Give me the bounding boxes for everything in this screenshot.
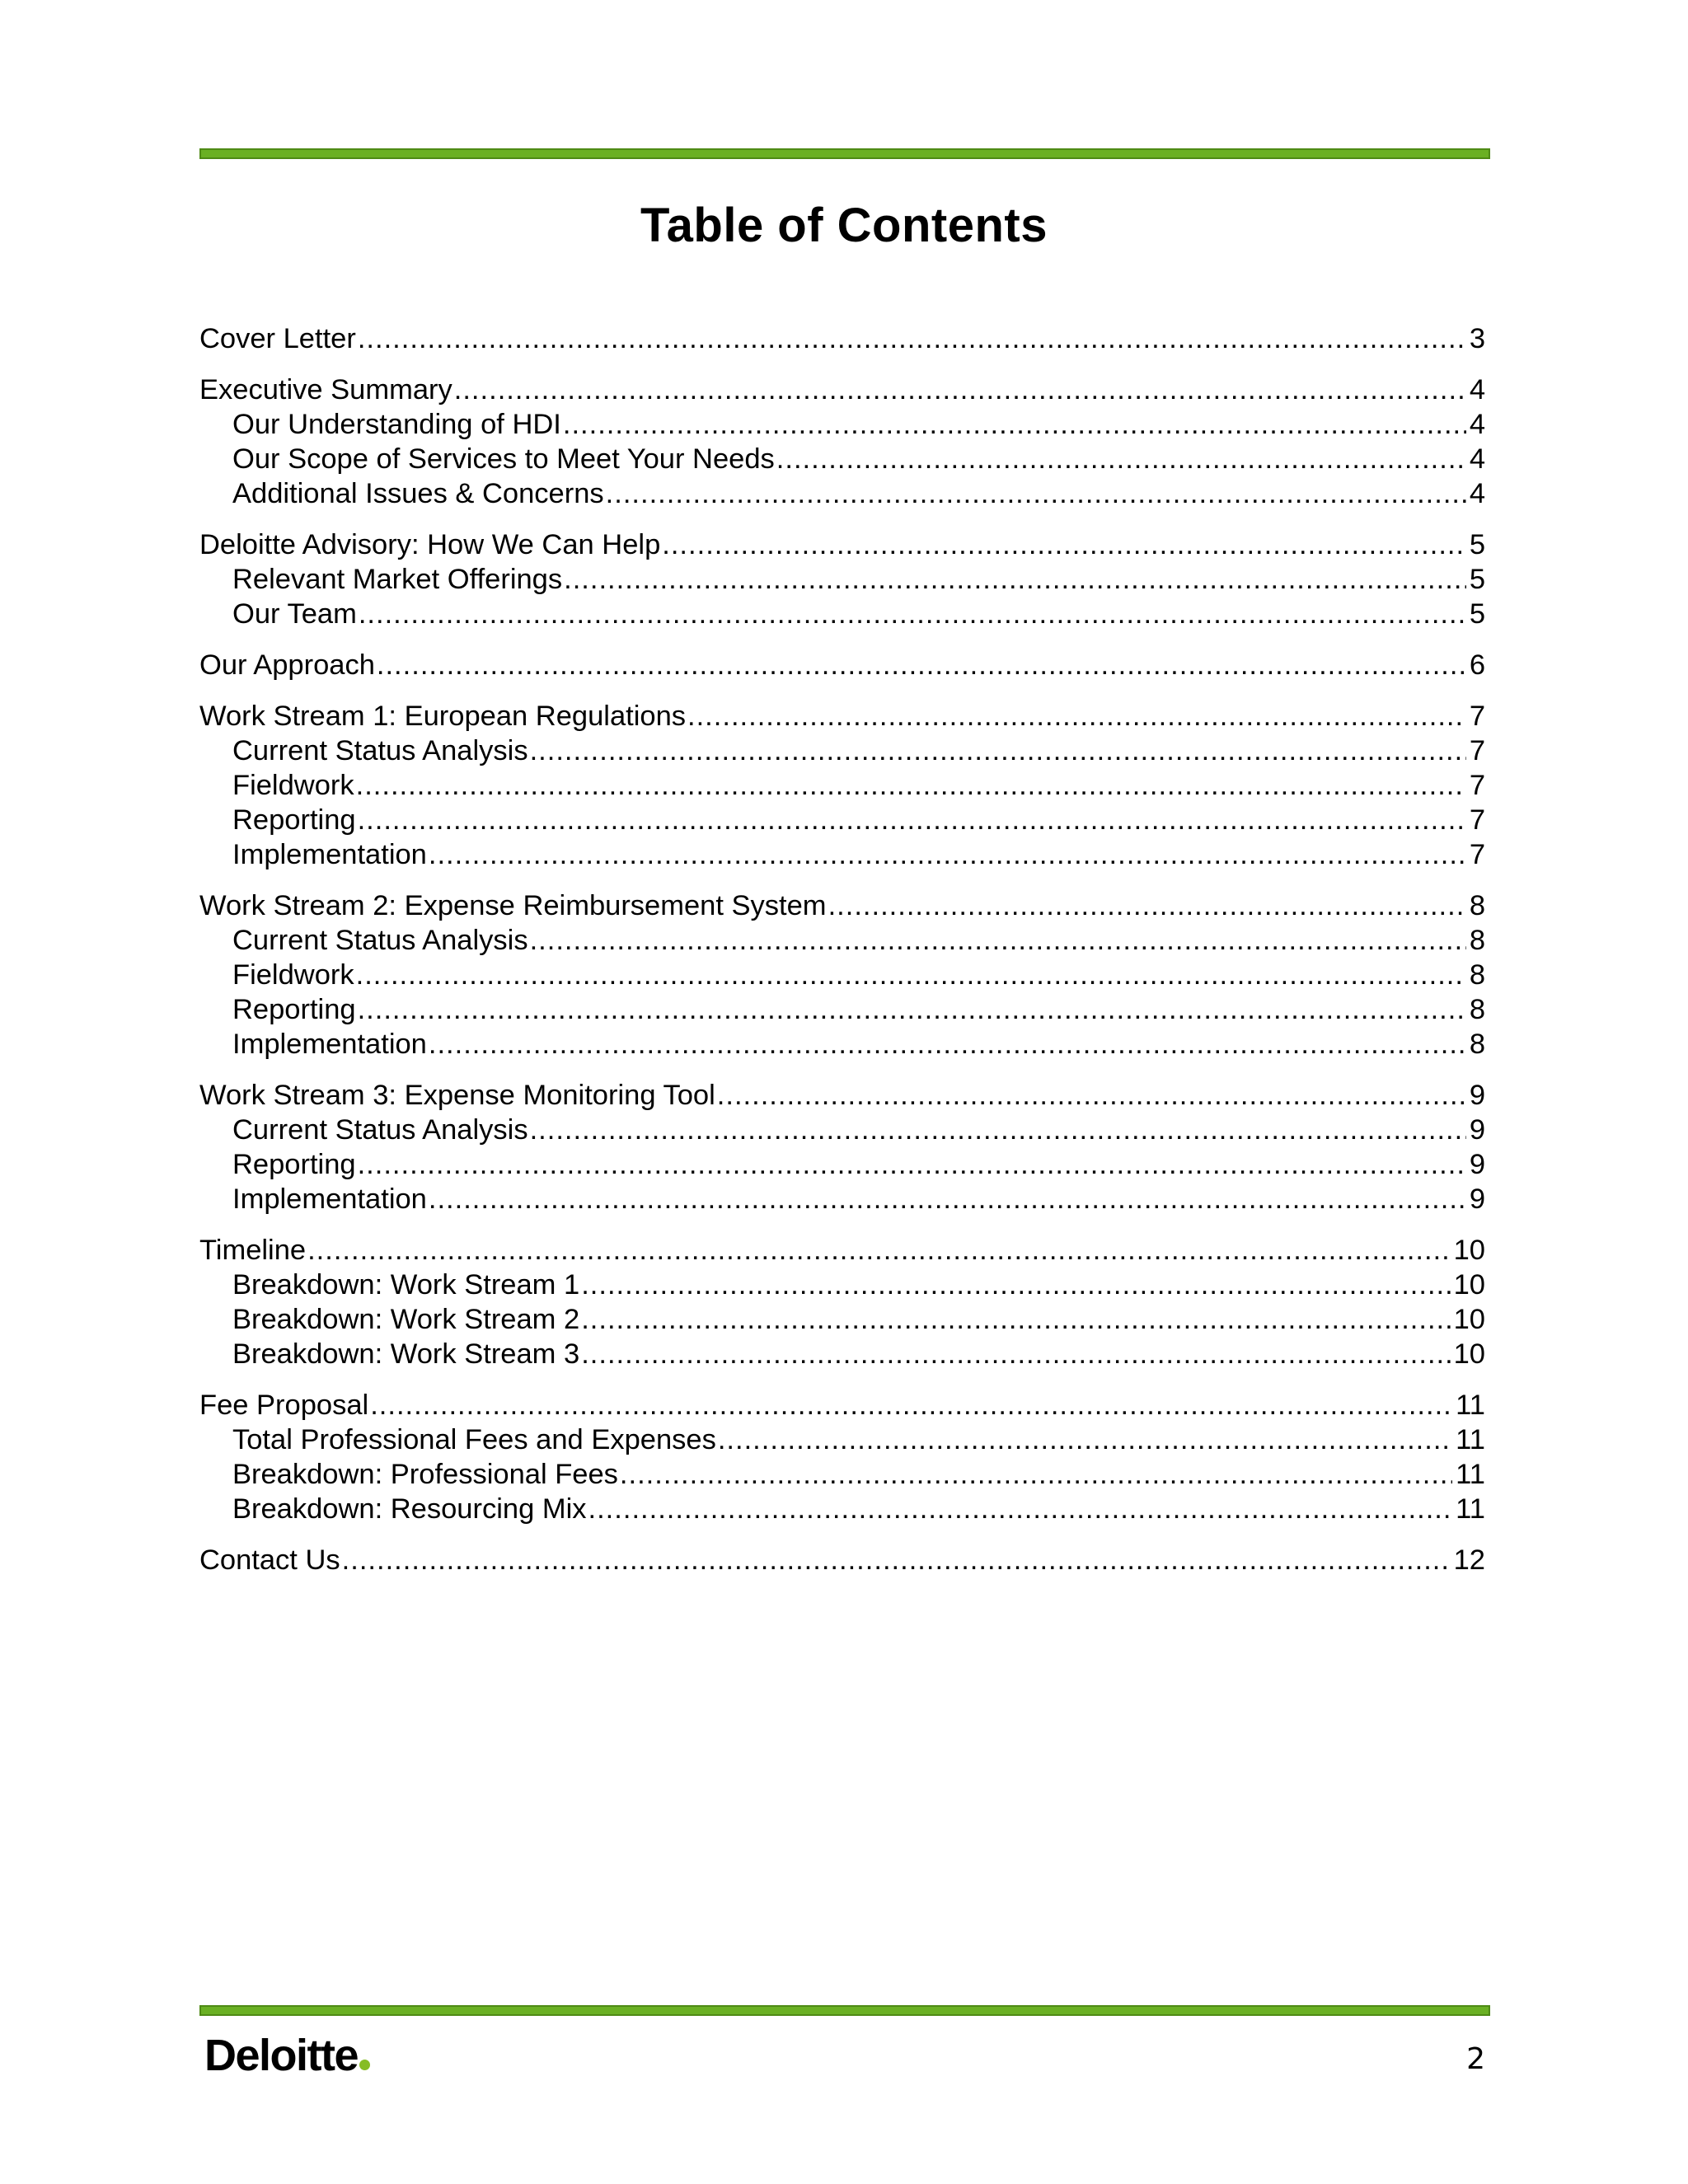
toc-entry-page: 8 <box>1469 1029 1485 1060</box>
toc-entry[interactable] <box>199 888 1485 923</box>
dot-leader <box>606 476 1466 511</box>
dot-leader <box>563 407 1466 442</box>
toc-section <box>199 1233 1485 1371</box>
toc-entry-label: Our Understanding of HDI <box>232 409 561 440</box>
dot-leader <box>358 992 1466 1027</box>
toc-entry-label: Fee Proposal <box>199 1390 369 1421</box>
toc-entry-page: 12 <box>1453 1544 1485 1576</box>
toc-entry-page: 7 <box>1469 804 1485 836</box>
dot-leader <box>356 768 1466 803</box>
toc-entry[interactable] <box>199 1388 1485 1422</box>
toc-subentry[interactable] <box>199 992 1485 1027</box>
toc-subentry[interactable] <box>199 958 1485 992</box>
dot-leader <box>377 648 1466 682</box>
toc-entry-page: 4 <box>1469 409 1485 440</box>
toc-subentry[interactable] <box>199 407 1485 442</box>
toc-entry-page: 7 <box>1469 735 1485 766</box>
dot-leader <box>429 1182 1466 1216</box>
dot-leader <box>307 1233 1451 1268</box>
toc-entry-label: Implementation <box>232 1029 427 1060</box>
toc-subentry[interactable] <box>199 1492 1485 1526</box>
toc-subentry[interactable] <box>199 923 1485 958</box>
toc-entry-page: 4 <box>1469 374 1485 405</box>
toc-entry[interactable] <box>199 1543 1485 1577</box>
toc-subentry[interactable] <box>199 476 1485 511</box>
dot-leader <box>588 1492 1453 1526</box>
dot-leader <box>581 1337 1450 1371</box>
toc-entry-label: Work Stream 2: Expense Reimbursement System <box>199 890 827 921</box>
header-rule <box>199 148 1490 159</box>
dot-leader <box>429 837 1466 872</box>
toc-entry[interactable] <box>199 648 1485 682</box>
toc-subentry[interactable] <box>199 1268 1485 1302</box>
toc-entry-page: 8 <box>1469 959 1485 991</box>
toc-entry-label: Our Approach <box>199 649 375 681</box>
toc-entry-label: Contact Us <box>199 1544 340 1576</box>
toc-entry-page: 3 <box>1469 323 1485 354</box>
toc-entry-page: 5 <box>1469 529 1485 560</box>
toc-entry-page: 10 <box>1453 1269 1485 1301</box>
toc-entry-label: Breakdown: Work Stream 1 <box>232 1269 580 1301</box>
toc-section <box>199 321 1485 356</box>
toc-entry[interactable] <box>199 1233 1485 1268</box>
toc-subentry[interactable] <box>199 1182 1485 1216</box>
page-number: 2 <box>1466 2042 1485 2076</box>
toc-subentry[interactable] <box>199 597 1485 631</box>
toc-entry-label: Work Stream 1: European Regulations <box>199 701 687 732</box>
toc-subentry[interactable] <box>199 1147 1485 1182</box>
dot-leader <box>370 1388 1452 1422</box>
toc-section <box>199 699 1485 872</box>
dot-leader <box>358 803 1466 837</box>
toc-entry-page: 11 <box>1456 1459 1485 1490</box>
logo-text: Deloitte <box>204 2031 359 2080</box>
toc-entry[interactable] <box>199 1078 1485 1113</box>
dot-leader <box>581 1268 1450 1302</box>
toc-entry-label: Breakdown: Resourcing Mix <box>232 1493 587 1525</box>
deloitte-logo <box>204 2030 370 2081</box>
toc-entry-label: Additional Issues & Concerns <box>232 478 604 509</box>
footer-rule <box>199 2005 1490 2016</box>
toc-entry-label: Timeline <box>199 1235 307 1266</box>
toc-entry-page: 7 <box>1469 770 1485 801</box>
toc-entry-page: 6 <box>1469 649 1485 681</box>
toc-entry-label: Implementation <box>232 839 427 870</box>
toc-subentry[interactable] <box>199 1337 1485 1371</box>
toc-entry-label: Reporting <box>232 1149 356 1180</box>
toc-entry-page: 11 <box>1456 1493 1485 1525</box>
dot-leader <box>358 1147 1466 1182</box>
toc-subentry[interactable] <box>199 1422 1485 1457</box>
toc-entry-label: Relevant Market Offerings <box>232 564 563 595</box>
toc-entry-label: Current Status Analysis <box>232 925 528 956</box>
dot-leader <box>358 321 1466 356</box>
toc-entry-page: 9 <box>1469 1080 1485 1111</box>
toc-entry-page: 11 <box>1456 1424 1485 1455</box>
dot-leader <box>454 373 1466 407</box>
toc-entry-page: 11 <box>1456 1390 1485 1421</box>
logo-dot-icon <box>359 2060 370 2070</box>
toc-entry[interactable] <box>199 321 1485 356</box>
toc-entry-page: 8 <box>1469 925 1485 956</box>
toc-entry-page: 8 <box>1469 890 1485 921</box>
dot-leader <box>429 1027 1466 1062</box>
toc-entry[interactable] <box>199 373 1485 407</box>
toc-subentry[interactable] <box>199 1302 1485 1337</box>
toc-entry[interactable] <box>199 527 1485 562</box>
toc-entry-page: 9 <box>1469 1114 1485 1146</box>
table-of-contents <box>199 321 1485 1594</box>
toc-entry-label: Executive Summary <box>199 374 452 405</box>
toc-subentry[interactable] <box>199 1457 1485 1492</box>
toc-entry-page: 5 <box>1469 598 1485 630</box>
dot-leader <box>717 1078 1466 1113</box>
toc-entry-page: 5 <box>1469 564 1485 595</box>
toc-entry-label: Fieldwork <box>232 770 354 801</box>
dot-leader <box>662 527 1466 562</box>
toc-subentry[interactable] <box>199 562 1485 597</box>
toc-entry-label: Our Scope of Services to Meet Your Needs <box>232 443 775 475</box>
toc-subentry[interactable] <box>199 733 1485 768</box>
toc-entry-label: Work Stream 3: Expense Monitoring Tool <box>199 1080 715 1111</box>
toc-section <box>199 1388 1485 1526</box>
toc-entry-page: 9 <box>1469 1183 1485 1215</box>
dot-leader <box>530 923 1466 958</box>
toc-entry-label: Our Team <box>232 598 357 630</box>
toc-entry-label: Total Professional Fees and Expenses <box>232 1424 716 1455</box>
toc-entry-label: Deloitte Advisory: How We Can Help <box>199 529 661 560</box>
toc-entry-label: Implementation <box>232 1183 427 1215</box>
toc-section <box>199 373 1485 511</box>
toc-entry-label: Current Status Analysis <box>232 1114 528 1146</box>
toc-entry-page: 10 <box>1453 1338 1485 1370</box>
toc-subentry[interactable] <box>199 442 1485 476</box>
toc-subentry[interactable] <box>199 837 1485 872</box>
toc-entry-page: 8 <box>1469 994 1485 1025</box>
dot-leader <box>620 1457 1452 1492</box>
toc-section <box>199 1078 1485 1216</box>
toc-section <box>199 527 1485 631</box>
toc-subentry[interactable] <box>199 1027 1485 1062</box>
toc-entry-page: 7 <box>1469 701 1485 732</box>
toc-entry-label: Breakdown: Professional Fees <box>232 1459 618 1490</box>
dot-leader <box>530 733 1466 768</box>
toc-section <box>199 648 1485 682</box>
toc-entry-page: 10 <box>1453 1304 1485 1335</box>
dot-leader <box>359 597 1466 631</box>
toc-entry-page: 7 <box>1469 839 1485 870</box>
toc-entry-page: 9 <box>1469 1149 1485 1180</box>
toc-entry-label: Current Status Analysis <box>232 735 528 766</box>
toc-subentry[interactable] <box>199 803 1485 837</box>
toc-entry-page: 4 <box>1469 443 1485 475</box>
dot-leader <box>828 888 1466 923</box>
toc-subentry[interactable] <box>199 768 1485 803</box>
dot-leader <box>718 1422 1452 1457</box>
toc-entry-label: Reporting <box>232 994 356 1025</box>
toc-entry-label: Cover Letter <box>199 323 356 354</box>
toc-entry-label: Breakdown: Work Stream 2 <box>232 1304 580 1335</box>
toc-subentry[interactable] <box>199 1113 1485 1147</box>
dot-leader <box>342 1543 1451 1577</box>
toc-entry-page: 10 <box>1453 1235 1485 1266</box>
dot-leader <box>564 562 1466 597</box>
dot-leader <box>581 1302 1450 1337</box>
toc-entry[interactable] <box>199 699 1485 733</box>
toc-entry-page: 4 <box>1469 478 1485 509</box>
page-title: Table of Contents <box>640 199 1048 252</box>
toc-section <box>199 1543 1485 1577</box>
toc-section <box>199 888 1485 1062</box>
dot-leader <box>776 442 1466 476</box>
dot-leader <box>530 1113 1466 1147</box>
toc-entry-label: Reporting <box>232 804 356 836</box>
dot-leader <box>687 699 1466 733</box>
toc-entry-label: Breakdown: Work Stream 3 <box>232 1338 580 1370</box>
dot-leader <box>356 958 1466 992</box>
toc-entry-label: Fieldwork <box>232 959 354 991</box>
